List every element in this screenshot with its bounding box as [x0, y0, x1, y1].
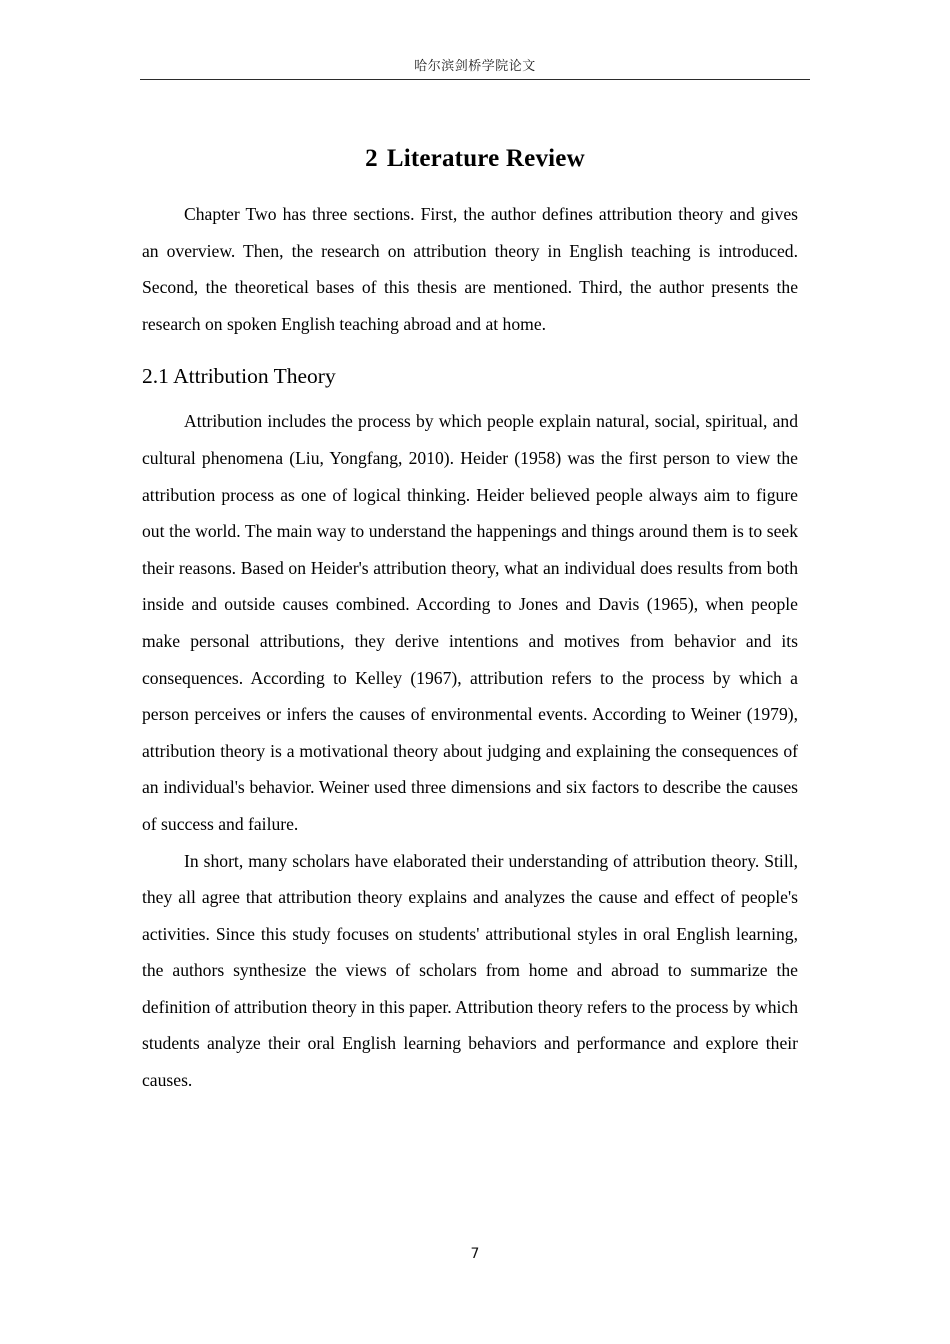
page-header — [140, 58, 810, 80]
section-heading-2-1: 2.1 Attribution Theory — [142, 364, 336, 389]
chapter-number: 2 — [365, 144, 378, 172]
chapter-intro-paragraph: Chapter Two has three sections. First, the author defines attribution theory and gives an overview. Then, the research on attribution theory in English teaching is introduced. Second, the theoretical bases of this thesis are mentioned. Third, the author presents the research on spoken English teaching abroad and at home. — [142, 204, 798, 334]
page-number: 7 — [470, 1246, 480, 1262]
section-2-1-paragraph-2: In short, many scholars have elaborated their understanding of attribution theory. Still, they all agree that attribution theory explains and analyzes the cause and effect of people's activities. Since this study focuses on students' attributional styles in oral English learning, the authors synthesize the views of scholars from home and abroad to summarize the definition of attribution theory in this paper. Attribution theory refers to the process by which students analyze their oral English learning behaviors and performance and explore their causes. — [142, 850, 798, 1090]
spacer — [142, 342, 798, 361]
chapter-title-text: Literature Review — [386, 144, 585, 172]
running-header-title: 哈尔滨剑桥学院论文 — [414, 59, 536, 74]
header-divider-rule — [140, 79, 810, 80]
section-2-1-paragraph-1: Attribution includes the process by which people explain natural, social, spiritual, and cultural phenomena (Liu, Yongfang, 2010). Heider (1958) was the first person to view the attribution process as one of logical thinking. Heider believed people always aim to figure out the world. The main way to understand the happenings and things around them is to seek their reasons. Based on Heider's attribution theory, what an individual does results from both inside and outside causes combined. According to Jones and Davis (1965), when people make personal attributions, they derive intentions and motives from behavior and its consequences. According to Kelley (1967), attribution refers to the process by which a person perceives or infers the causes of environmental events. According to Weiner (1979), attribution theory is a motivational theory about judging and explaining the consequences of an individual's behavior. Weiner used three dimensions and six factors to describe the causes of success and failure. — [142, 411, 798, 834]
spacer — [142, 391, 798, 403]
chapter-title — [0, 145, 950, 173]
body-text-column — [142, 196, 798, 1098]
